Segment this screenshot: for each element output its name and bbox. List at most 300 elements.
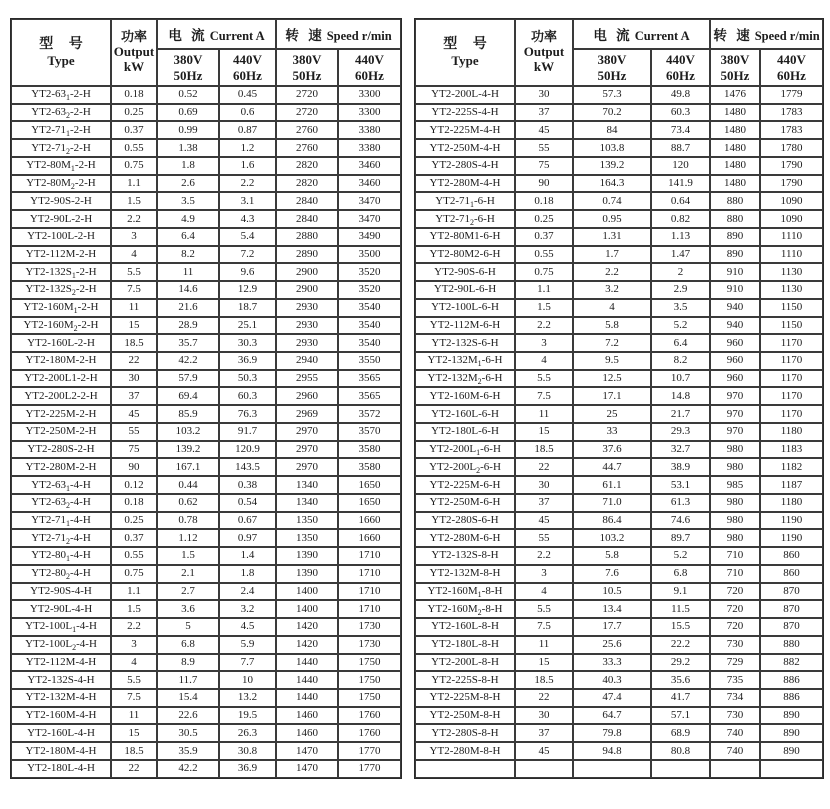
value-cell: 1780 [760,139,823,157]
value-cell: 0.74 [573,192,651,210]
value-cell: 141.9 [651,175,710,193]
type-cell: YT2-112M-6-H [415,317,515,335]
type-cell: $YT2-160M_2-2-H$ [11,317,111,335]
value-cell: 3.5 [651,299,710,317]
value-cell: 1390 [276,565,338,583]
value-cell: 1770 [338,742,401,760]
value-cell: 1710 [338,583,401,601]
value-cell: 10.7 [651,370,710,388]
value-cell: 6.8 [157,636,219,654]
type-cell: $YT2-200L_1-6-H$ [415,441,515,459]
value-cell: 3300 [338,86,401,104]
value-cell: 139.2 [573,157,651,175]
value-cell: 0.25 [111,512,157,530]
value-cell: 71.0 [573,494,651,512]
table-row [415,512,823,530]
table-header [415,19,823,86]
value-cell: 980 [710,458,760,476]
table-row [415,565,823,583]
header-power-zh: 功率 [530,29,557,45]
value-cell: 0.44 [157,476,219,494]
table-row [11,512,401,530]
value-cell: 890 [760,742,823,760]
value-cell: 76.3 [219,405,276,423]
value-cell: 1190 [760,512,823,530]
value-cell: 1650 [338,476,401,494]
table-row [11,583,401,601]
table-row [11,636,401,654]
value-cell: 5.8 [573,547,651,565]
value-cell: 1170 [760,405,823,423]
table-row [11,317,401,335]
value-cell: 886 [760,689,823,707]
value-cell: 4 [515,583,573,601]
value-cell: 44.7 [573,458,651,476]
value-cell: 12.5 [573,370,651,388]
value-cell: 36.9 [219,760,276,778]
value-cell: 1460 [276,724,338,742]
value-cell: 75 [515,157,573,175]
value-cell: 1790 [760,157,823,175]
value-cell: 1.47 [651,246,710,264]
type-cell: YT2-250M-4-H [415,139,515,157]
value-cell: 3565 [338,370,401,388]
type-cell: YT2-132S-8-H [415,547,515,565]
value-cell: 730 [710,707,760,725]
value-cell: 15 [111,724,157,742]
value-cell: 3460 [338,157,401,175]
value-cell: 2720 [276,86,338,104]
value-cell: 1470 [276,760,338,778]
table-row [11,104,401,122]
type-cell: $YT2-63_2-4-H$ [11,494,111,512]
value-cell: 18.5 [515,441,573,459]
value-cell: 1710 [338,600,401,618]
table-row [415,104,823,122]
value-cell: 2880 [276,228,338,246]
table-row [11,405,401,423]
type-cell: $YT2-160M_2-8-H$ [415,600,515,618]
motor-spec-tables [10,18,824,779]
value-cell: 32.7 [651,441,710,459]
type-cell: YT2-160L-8-H [415,618,515,636]
value-cell: 2840 [276,210,338,228]
value-cell: 1440 [276,671,338,689]
value-cell: 1130 [760,263,823,281]
value-cell: 1770 [338,760,401,778]
value-cell: 1650 [338,494,401,512]
table-body-left [11,86,401,778]
value-cell: 9.1 [651,583,710,601]
value-cell: 6.4 [157,228,219,246]
value-cell: 2840 [276,192,338,210]
value-cell: 1182 [760,458,823,476]
value-cell: 1.7 [573,246,651,264]
value-cell: 6.4 [651,334,710,352]
value-cell: 1.1 [111,583,157,601]
value-cell: 860 [760,565,823,583]
type-cell: YT2-225M-4-H [415,121,515,139]
value-cell: 2970 [276,458,338,476]
value-cell: 2960 [276,387,338,405]
type-cell: YT2-160M-6-H [415,387,515,405]
type-cell: YT2-180L-4-H [11,760,111,778]
value-cell: 1783 [760,104,823,122]
value-cell: 2760 [276,121,338,139]
type-cell: YT2-100L-2-H [11,228,111,246]
value-cell: 69.4 [157,387,219,405]
value-cell: 139.2 [157,441,219,459]
value-cell: 1190 [760,529,823,547]
type-cell: $YT2-63_1-2-H$ [11,86,111,104]
header-type-en: Type [451,53,479,69]
value-cell: 37.6 [573,441,651,459]
type-cell: YT2-90S-6-H [415,263,515,281]
table-row [11,742,401,760]
value-cell: 1.13 [651,228,710,246]
value-cell: 7.5 [515,618,573,636]
value-cell: 85.9 [157,405,219,423]
value-cell: 1.5 [111,600,157,618]
value-cell: 90 [515,175,573,193]
value-cell: 26.3 [219,724,276,742]
value-cell: 33 [573,423,651,441]
value-cell: 870 [760,600,823,618]
type-cell: YT2-280M-6-H [415,529,515,547]
value-cell: 57.3 [573,86,651,104]
value-cell: 1350 [276,512,338,530]
table-row [415,175,823,193]
value-cell: 0.97 [219,529,276,547]
value-cell: 61.3 [651,494,710,512]
value-cell: 1480 [710,121,760,139]
header-power [515,19,573,86]
value-cell: 30 [515,476,573,494]
table-row [415,671,823,689]
value-cell: 13.4 [573,600,651,618]
value-cell: 860 [760,547,823,565]
table-row [415,423,823,441]
header-speed-group: 转 速 Speed r/min [276,19,401,49]
value-cell: 22 [515,458,573,476]
value-cell: 7.6 [573,565,651,583]
value-cell: 0.18 [515,192,573,210]
value-cell: 980 [710,529,760,547]
value-cell: 3565 [338,387,401,405]
value-cell: 0.12 [111,476,157,494]
value-cell: 0.75 [111,157,157,175]
table-row [11,210,401,228]
value-cell: 5 [157,618,219,636]
value-cell: 30 [515,86,573,104]
header-current-group: 电 流 Current A [573,19,710,49]
value-cell: 68.9 [651,724,710,742]
value-cell: 30 [111,370,157,388]
value-cell: 2969 [276,405,338,423]
value-cell: 73.4 [651,121,710,139]
type-cell: YT2-160L-6-H [415,405,515,423]
value-cell: 1.6 [219,157,276,175]
value-cell: 970 [710,387,760,405]
header-type-zh: 型 号 [443,36,493,52]
value-cell: 3470 [338,192,401,210]
value-cell: 5.5 [111,263,157,281]
header-speed-380v: 380V 50Hz [710,49,760,86]
value-cell: 21.6 [157,299,219,317]
header-current-440v: 440V 60Hz [651,49,710,86]
value-cell: 3500 [338,246,401,264]
value-cell: 70.2 [573,104,651,122]
value-cell: 720 [710,583,760,601]
type-cell: YT2-225S-8-H [415,671,515,689]
type-cell: $YT2-71_2-4-H$ [11,529,111,547]
type-cell: $YT2-100L_2-4-H$ [11,636,111,654]
table-row [11,121,401,139]
value-cell: 3.2 [573,281,651,299]
table-row [11,387,401,405]
value-cell: 38.9 [651,458,710,476]
type-cell: YT2-200L-4-H [415,86,515,104]
value-cell: 30.8 [219,742,276,760]
value-cell: 1.5 [515,299,573,317]
value-cell: 21.7 [651,405,710,423]
header-current-group: 电 流 Current A [157,19,276,49]
value-cell: 11 [111,707,157,725]
value-cell: 18.5 [111,334,157,352]
value-cell: 18.7 [219,299,276,317]
type-cell: YT2-280S-2-H [11,441,111,459]
value-cell: 55 [515,139,573,157]
value-cell: 1660 [338,529,401,547]
value-cell: 880 [710,210,760,228]
table-row [11,441,401,459]
type-cell [415,760,515,778]
value-cell: 730 [710,636,760,654]
type-cell: YT2-160L-4-H [11,724,111,742]
value-cell: 60.3 [651,104,710,122]
value-cell: 5.8 [573,317,651,335]
value-cell: 890 [710,228,760,246]
type-cell: YT2-180L-6-H [415,423,515,441]
value-cell: 1460 [276,707,338,725]
value-cell: 2.2 [515,317,573,335]
table-row [415,441,823,459]
table-row [415,263,823,281]
type-cell: YT2-112M-4-H [11,654,111,672]
table-row [11,724,401,742]
value-cell: 1760 [338,724,401,742]
value-cell: 3.2 [219,600,276,618]
header-current-440v: 440V 60Hz [219,49,276,86]
table-row [11,228,401,246]
type-cell: YT2-132S-6-H [415,334,515,352]
type-cell: YT2-225M-2-H [11,405,111,423]
value-cell: 3550 [338,352,401,370]
value-cell: 3490 [338,228,401,246]
value-cell: 7.5 [515,387,573,405]
type-cell: $YT2-80M_2-2-H$ [11,175,111,193]
type-cell: $YT2-132M_2-6-H$ [415,370,515,388]
value-cell: 1750 [338,654,401,672]
type-cell: YT2-280M-4-H [415,175,515,193]
type-cell: $YT2-71_1-4-H$ [11,512,111,530]
value-cell: 2.2 [573,263,651,281]
table-row [415,476,823,494]
value-cell: 2720 [276,104,338,122]
value-cell: 3 [515,565,573,583]
value-cell: 1.12 [157,529,219,547]
value-cell: 50.3 [219,370,276,388]
value-cell: 89.7 [651,529,710,547]
value-cell: 1730 [338,618,401,636]
value-cell: 29.2 [651,654,710,672]
type-cell: YT2-280S-4-H [415,157,515,175]
value-cell: 15 [515,654,573,672]
value-cell: 22.2 [651,636,710,654]
value-cell: 980 [710,512,760,530]
value-cell: 9.5 [573,352,651,370]
value-cell: 11 [515,405,573,423]
table-row [415,600,823,618]
value-cell: 1660 [338,512,401,530]
table-row [415,547,823,565]
value-cell: 1170 [760,334,823,352]
table-row [415,760,823,778]
value-cell: 1110 [760,246,823,264]
value-cell: 1480 [710,139,760,157]
value-cell: 4 [515,352,573,370]
header-speed-group: 转 速 Speed r/min [710,19,823,49]
table-row [415,157,823,175]
value-cell: 33.3 [573,654,651,672]
table-row [415,689,823,707]
value-cell: 1130 [760,281,823,299]
value-cell: 42.2 [157,352,219,370]
type-cell: YT2-280S-6-H [415,512,515,530]
value-cell: 0.54 [219,494,276,512]
value-cell: 0.25 [515,210,573,228]
value-cell: 5.2 [651,547,710,565]
value-cell: 4.9 [157,210,219,228]
value-cell [651,760,710,778]
table-row [11,529,401,547]
value-cell: 1350 [276,529,338,547]
table-row [11,299,401,317]
value-cell: 4.5 [219,618,276,636]
value-cell: 15.5 [651,618,710,636]
value-cell: 10.5 [573,583,651,601]
value-cell: 55 [515,529,573,547]
type-cell: $YT2-132S_1-2-H$ [11,263,111,281]
value-cell: 890 [760,707,823,725]
value-cell: 8.2 [157,246,219,264]
table-row [415,707,823,725]
table-row [415,299,823,317]
value-cell: 88.7 [651,139,710,157]
value-cell: 2.6 [157,175,219,193]
table-row [11,334,401,352]
header-type [11,19,111,86]
header-type-en: Type [47,53,75,69]
type-cell: $YT2-63_2-2-H$ [11,104,111,122]
value-cell: 7.5 [111,689,157,707]
value-cell: 5.9 [219,636,276,654]
value-cell: 22 [111,760,157,778]
value-cell: 1420 [276,618,338,636]
table-row [11,263,401,281]
motor-spec-table-right [414,18,824,779]
value-cell: 2900 [276,281,338,299]
value-cell: 1440 [276,689,338,707]
value-cell: 57.1 [651,707,710,725]
value-cell: 3.6 [157,600,219,618]
table-row [11,707,401,725]
value-cell: 1.5 [157,547,219,565]
value-cell: 960 [710,370,760,388]
value-cell: 41.7 [651,689,710,707]
table-row [415,529,823,547]
value-cell: 4.3 [219,210,276,228]
type-cell: $YT2-160M_1-2-H$ [11,299,111,317]
value-cell: 3.5 [157,192,219,210]
type-cell: YT2-132M-4-H [11,689,111,707]
header-type-zh: 型 号 [39,36,89,52]
value-cell: 8.9 [157,654,219,672]
value-cell: 3572 [338,405,401,423]
header-power [111,19,157,86]
value-cell: 1110 [760,228,823,246]
table-row [11,281,401,299]
type-cell: YT2-225M-6-H [415,476,515,494]
table-row [415,317,823,335]
type-cell: YT2-200L1-2-H [11,370,111,388]
value-cell: 143.5 [219,458,276,476]
value-cell: 1710 [338,565,401,583]
value-cell: 0.37 [111,121,157,139]
value-cell: 37 [111,387,157,405]
value-cell: 2930 [276,317,338,335]
value-cell: 30.5 [157,724,219,742]
value-cell: 2.2 [515,547,573,565]
value-cell: 90 [111,458,157,476]
type-cell: $YT2-71_2-2-H$ [11,139,111,157]
type-cell: $YT2-100L_1-4-H$ [11,618,111,636]
table-row [11,157,401,175]
value-cell: 2820 [276,175,338,193]
value-cell: 22 [111,352,157,370]
value-cell: 1180 [760,494,823,512]
value-cell: 11 [111,299,157,317]
value-cell: 985 [710,476,760,494]
value-cell: 25.6 [573,636,651,654]
value-cell: 1.5 [111,192,157,210]
table-row [415,583,823,601]
table-header [11,19,401,86]
value-cell: 1.31 [573,228,651,246]
value-cell: 3380 [338,121,401,139]
value-cell: 940 [710,299,760,317]
value-cell: 1090 [760,192,823,210]
value-cell: 74.6 [651,512,710,530]
table-row [11,423,401,441]
header-power-en: Output [113,44,155,60]
value-cell: 91.7 [219,423,276,441]
value-cell: 3380 [338,139,401,157]
table-row [11,654,401,672]
table-row [415,228,823,246]
value-cell: 1150 [760,299,823,317]
value-cell: 890 [760,724,823,742]
